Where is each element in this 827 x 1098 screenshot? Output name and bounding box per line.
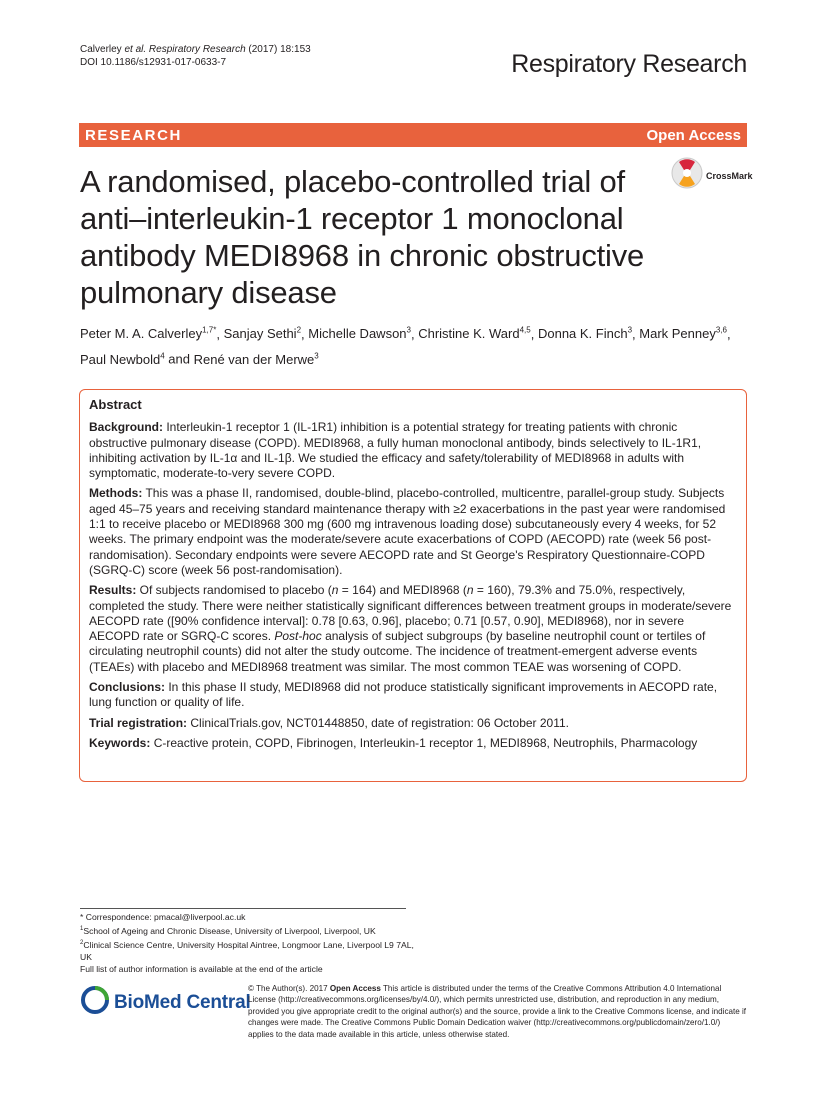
footnotes [80,911,420,975]
article-banner [79,123,747,147]
abstract-box [79,389,747,782]
author[interactable]: Christine K. Ward$^{4,5}$ [418,326,531,342]
citation-authors: Calverley [80,44,125,55]
article-title: A randomised, placebo-controlled trial of anti–interleukin-1 receptor 1 monoclonal antibody MEDI8968 in chronic obstructive pulmonary disease [80,164,645,310]
abstract-results: Results: Of subjects randomised to placebo (n = 164) and MEDI8968 (n = 160), 79.3% and 75.0%, respectively, completed the study. There were neither statistically significant differences between treatment groups in moderate/severe AECOPD rate ([90% confidence interval]: 0.78 [0.63, 0.96], placebo; 0.71 [0.57, 0.90], MEDI8968), nor in severe AECOPD rate or SGRQ-C scores. Post-hoc analysis of subject subgroups (by baseline neutrophil count or tertiles of circulating neutrophil counts) did not alter the study outcome. The incidence of treatment-emergent adverse events (TEAEs) with placebo and MEDI8968 treatment was similar. The most common TEAE was worsening of COPD. [89,583,732,674]
citation-etal: et al. Respiratory Research [124,44,246,55]
abstract-trial-registration: Trial registration: ClinicalTrials.gov, NCT01448850, date of registration: 06 October 2011. [89,715,570,730]
abstract-methods: Methods: This was a phase II, randomised, double-blind, placebo-controlled, multicentre, parallel-group study. Subjects aged 45–75 years and receiving standard maintenance therapy with ≥2 exacerbations in the past year were randomised 1:1 to receive placebo or MEDI8968 300 mg (600 mg intravenous loading dose) subcutaneously every 4 weeks, for 52 weeks. The primary endpoint was the moderate/severe acute exacerbations of COPD (AECOPD) rate (week 56 post-randomisation). Secondary endpoints were severe AECOPD rate and St George's Respiratory Questionnaire-COPD (SGRQ-C) score (week 56 post-randomisation). [89,486,726,577]
abstract-keywords: Keywords: C-reactive protein, COPD, Fibrinogen, Interleukin-1 receptor 1, MEDI8968, Neutrophils, Pharmacology [89,735,698,750]
affiliation: $^1$School of Ageing and Chronic Disease, University of Liverpool, Liverpool, UK [80,925,376,936]
journal-name: Respiratory Research [511,50,747,78]
author[interactable]: Donna K. Finch$^3$ [537,326,633,342]
author[interactable]: Sanjay Sethi$^2$ [223,326,302,342]
abstract-conclusions: Conclusions: In this phase II study, MEDI8968 did not produce statistically significant improvements in AECOPD rate, lung function or quality of life. [89,680,718,710]
open-access-label: Open Access [646,126,741,144]
article-type: RESEARCH [85,126,182,144]
crossmark-badge[interactable] [670,156,753,195]
crossmark-label: CrossMark [706,170,753,181]
correspondence[interactable]: * Correspondence: pmacal@liverpool.ac.uk [80,912,246,922]
publisher-name: BioMed Central [114,991,251,1013]
author-info-note: Full list of author information is available at the end of the article [80,963,323,974]
author[interactable]: Michelle Dawson$^3$ [308,326,411,342]
biomed-central-logo-icon [80,985,110,1020]
affiliation: $^2$Clinical Science Centre, University Hospital Aintree, Longmoor Lane, Liverpool L9 7AL, UK [80,939,414,962]
abstract-heading: Abstract [89,397,142,412]
author[interactable]: Mark Penney$^{3,6}$ [639,326,727,342]
author-list: Peter M. A. Calverley$^{1,7*}$, Sanjay Sethi$^2$, Michelle Dawson$^3$, Christine K. Ward$^{4,5}$, Donna K. Finch$^3$, Mark Penney$^{3,6}$, Paul Newbold$^4$ and René van der Merwe$^3$ [80,326,731,367]
footnote-divider [80,908,406,909]
citation [80,43,311,69]
citation-rest: (2017) 18:153 [245,44,311,55]
license-text: © The Author(s). 2017 Open Access This article is distributed under the terms of the Creative Commons Attribution 4.0 International License (http://creativecommons.org/licenses/by/4.0/), which permits unrestricted use, distribution, and reproduction in any medium, provided you give appropriate credit to the original author(s) and the source, provide a link to the Creative Commons license, and indicate if changes were made. The Creative Commons Public Domain Dedication waiver (http://creativecommons.org/publicdomain/zero/1.0/) applies to the data made available in this article, unless otherwise stated. [248,984,747,1039]
abstract-background: Background: Interleukin-1 receptor 1 (IL-1R1) inhibition is a potential strategy for treating patients with chronic obstructive pulmonary disease (COPD). MEDI8968, a fully human monoclonal antibody, binds selectively to IL-1R1, inhibiting activation by IL-1α and IL-1β. We studied the efficacy and safety/tolerability of MEDI8968 in adults with symptomatic, moderate-to-very severe COPD. [89,420,702,481]
author[interactable]: Paul Newbold$^4$ [80,351,165,367]
author[interactable]: René van der Merwe$^3$ [193,351,319,367]
author[interactable]: Peter M. A. Calverley$^{1,7*}$ [80,326,217,342]
publisher-logo [80,985,251,1020]
crossmark-icon [670,156,704,195]
doi[interactable]: DOI 10.1186/s12931-017-0633-7 [80,57,227,68]
